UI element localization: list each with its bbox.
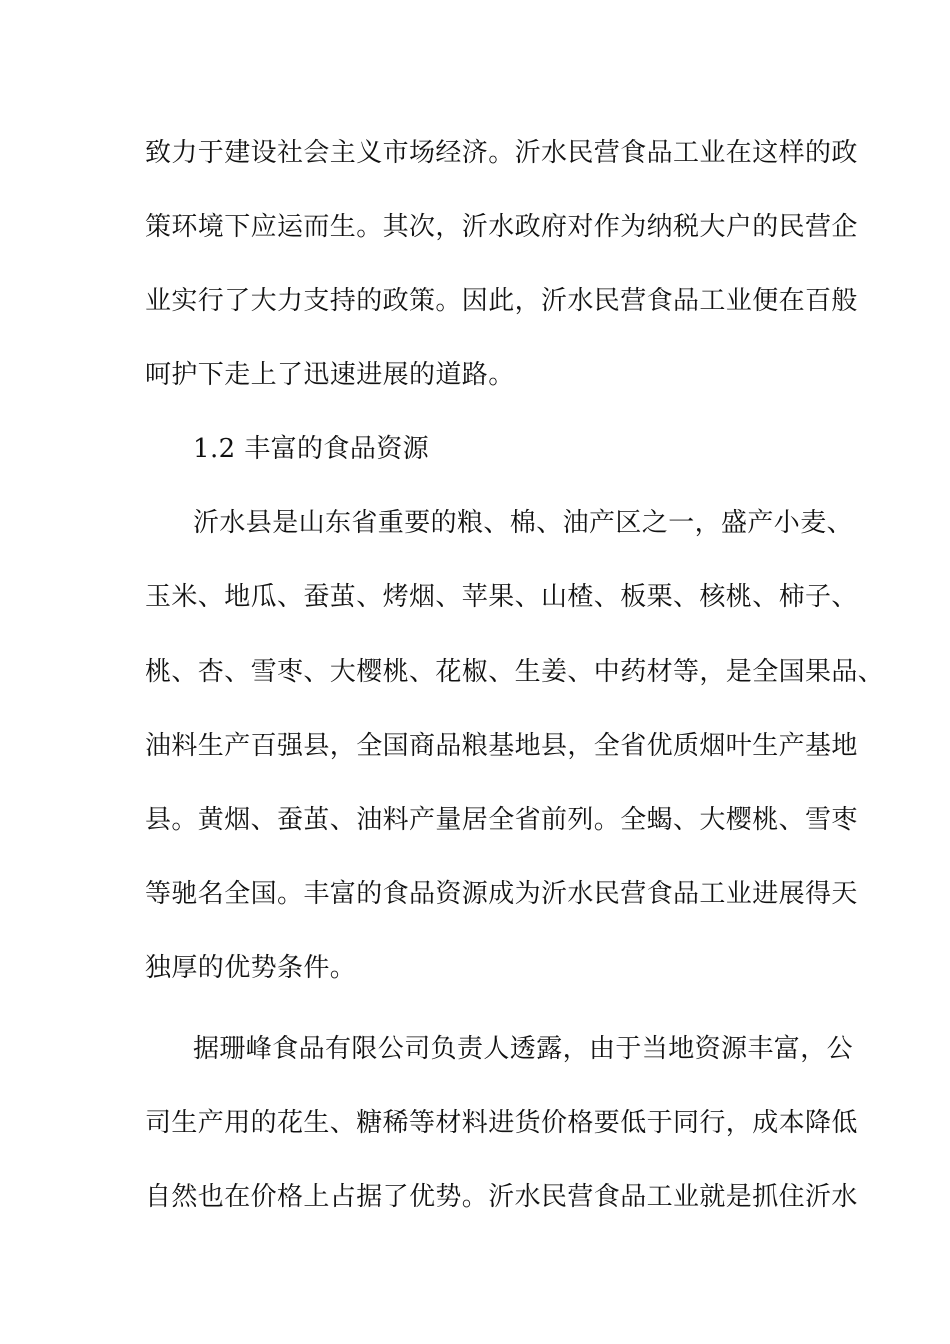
- section-heading: 1.2 丰富的食品资源: [193, 434, 430, 464]
- paragraph-line: 业实行了大力支持的政策。因此，沂水民营食品工业便在百般: [145, 286, 858, 316]
- paragraph-line: 独厚的优势条件。: [145, 953, 357, 983]
- paragraph-line: 自然也在价格上占据了优势。沂水民营食品工业就是抓住沂水: [145, 1182, 858, 1212]
- paragraph-line: 司生产用的花生、糖稀等材料进货价格要低于同行，成本降低: [145, 1108, 858, 1138]
- paragraph-line: 玉米、地瓜、蚕茧、烤烟、苹果、山楂、板栗、核桃、柿子、: [145, 582, 858, 612]
- paragraph-line: 致力于建设社会主义市场经济。沂水民营食品工业在这样的政: [145, 138, 858, 168]
- paragraph-line: 县。黄烟、蚕茧、油料产量居全省前列。全蝎、大樱桃、雪枣: [145, 805, 858, 835]
- paragraph-line: 据珊峰食品有限公司负责人透露，由于当地资源丰富，公: [193, 1034, 854, 1064]
- paragraph-line: 策环境下应运而生。其次，沂水政府对作为纳税大户的民营企: [145, 212, 858, 242]
- paragraph-line: 沂水县是山东省重要的粮、棉、油产区之一，盛产小麦、: [193, 508, 854, 538]
- paragraph-line: 桃、杏、雪枣、大樱桃、花椒、生姜、中药材等，是全国果品、: [145, 657, 885, 687]
- paragraph-line: 呵护下走上了迅速进展的道路。: [145, 360, 515, 390]
- paragraph-line: 等驰名全国。丰富的食品资源成为沂水民营食品工业进展得天: [145, 879, 858, 909]
- paragraph-line: 油料生产百强县，全国商品粮基地县，全省优质烟叶生产基地: [145, 731, 858, 761]
